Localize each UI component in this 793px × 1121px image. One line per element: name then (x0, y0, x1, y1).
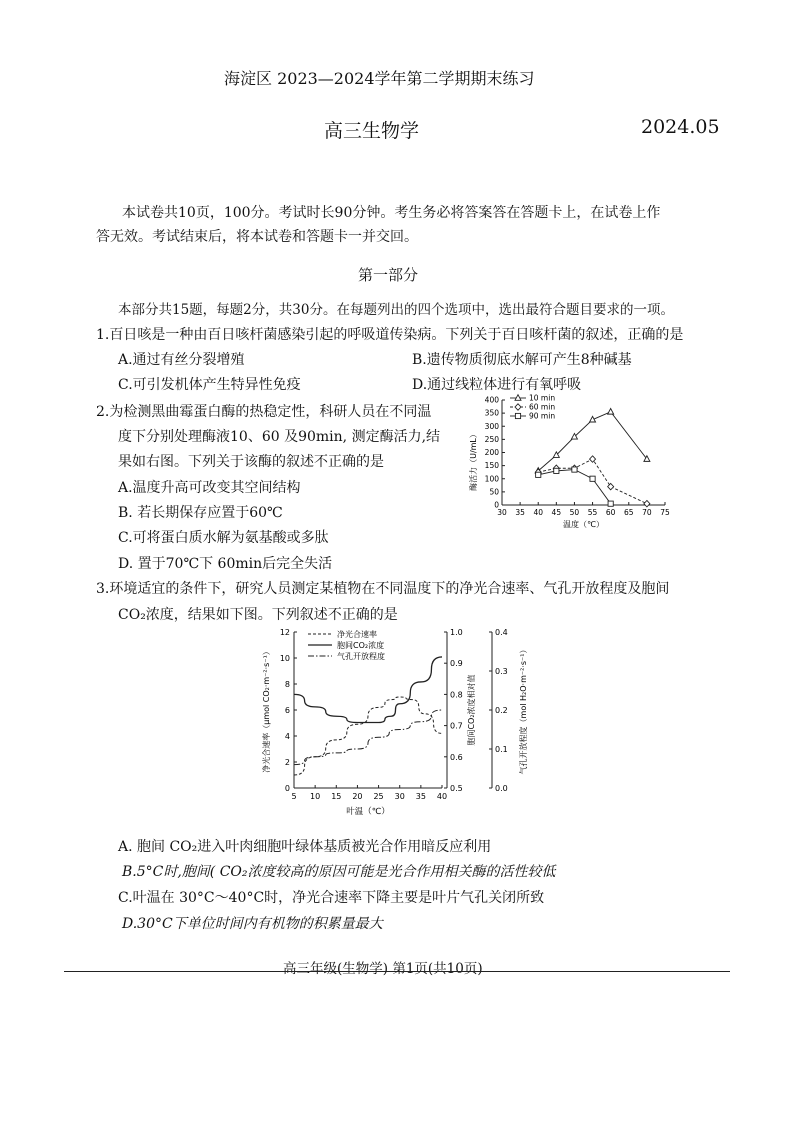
data-point-square (572, 467, 577, 472)
left-y-tick-label: 6 (284, 706, 290, 715)
x-tick-label: 75 (660, 508, 670, 517)
right-y-tick-label: 0.2 (495, 706, 508, 715)
y-tick-label: 350 (484, 408, 499, 418)
mid-y-axis-label: 胞间CO₂浓度相对值 (467, 674, 476, 746)
legend-label: 90 min (529, 411, 556, 421)
x-tick-label: 25 (373, 792, 384, 801)
part-title: 第一部分 (358, 266, 419, 284)
photosynthesis-chart (258, 622, 548, 818)
mid-y-tick-label: 1.0 (450, 628, 463, 637)
q3-option-b: B.5°C时,胞间( CO₂浓度较高的原因可能是光合作用相关酶的活性较低 (122, 864, 556, 880)
enzyme-activity-chart (460, 392, 680, 532)
x-tick-label: 35 (515, 508, 525, 517)
exam-title: 海淀区 2023—2024学年第二学期期末练习 (224, 69, 535, 88)
q1-option-b: B.遗传物质彻底水解可产生8种碱基 (412, 352, 632, 368)
y-tick-label: 0 (494, 500, 499, 510)
series-line-square (538, 470, 610, 504)
legend-label: 60 min (529, 402, 556, 412)
instructions-line-2: 答无效。考试结束后，将本试卷和答题卡一并交回。 (96, 229, 418, 245)
q3-stem-1: 3.环境适宜的条件下，研究人员测定某植物在不同温度下的净光合速率、气孔开放程度及胞间 (96, 581, 670, 597)
x-tick-label: 5 (291, 792, 297, 801)
left-y-axis-label: 净光合速率（μmol CO₂·m⁻²·s⁻¹） (262, 647, 271, 773)
y-tick-label: 400 (484, 395, 499, 405)
instructions-line-1: 本试卷共10页，100分。考试时长90分钟。考生务必将答案答在答题卡上，在试卷上作 (122, 205, 661, 221)
data-point-diamond (608, 483, 614, 489)
q2-option-c: C.可将蛋白质水解为氨基酸或多肽 (118, 530, 329, 546)
right-y-tick-label: 0.0 (495, 784, 508, 793)
right-y-tick-label: 0.1 (495, 745, 508, 754)
data-point-square (554, 468, 559, 473)
exam-subject: 高三生物学 (324, 120, 420, 142)
data-point-square (536, 472, 541, 477)
x-axis-label: 温度（℃） (563, 520, 604, 529)
y-axis-label: 酶活力（U/mL） (469, 430, 478, 491)
legend-label: 净光合速率 (337, 630, 377, 639)
left-y-tick-label: 4 (284, 732, 290, 741)
left-y-tick-label: 8 (284, 680, 290, 689)
q1-stem: 1.百日咳是一种由百日咳杆菌感染引起的呼吸道传染病。下列关于百日咳杆菌的叙述，正确的是 (96, 327, 684, 343)
q2-stem-2: 度下分别处理酶液10、60 及90min, 测定酶活力,结 (118, 429, 441, 445)
right-y-axis-label: 气孔开放程度（mol H₂O·m⁻²·s⁻¹） (519, 645, 528, 775)
x-tick-label: 40 (533, 508, 543, 517)
x-tick-label: 55 (587, 508, 598, 517)
x-tick-label: 45 (551, 508, 562, 517)
x-tick-label: 40 (436, 792, 448, 801)
series-line-left (294, 697, 442, 775)
x-tick-label: 30 (497, 508, 507, 517)
q2-stem-3: 果如右图。下列关于该酶的叙述不正确的是 (118, 454, 384, 470)
y-tick-label: 200 (484, 448, 499, 457)
right-y-tick-label: 0.4 (495, 628, 508, 637)
mid-y-tick-label: 0.8 (450, 690, 463, 700)
x-tick-label: 10 (310, 792, 321, 801)
legend-marker (515, 404, 521, 410)
q3-stem-2: CO₂浓度，结果如下图。下列叙述不正确的是 (118, 607, 398, 623)
q2-option-b: B. 若长期保存应置于60℃ (118, 505, 283, 521)
q3-option-c: C.叶温在 30°C～40°C时，净光合速率下降主要是叶片气孔关闭所致 (118, 890, 545, 906)
x-tick-label: 65 (624, 508, 634, 517)
y-tick-label: 100 (484, 474, 499, 484)
data-point-square (608, 501, 613, 506)
right-y-tick-label: 0.3 (495, 667, 508, 676)
mid-y-tick-label: 0.5 (450, 784, 463, 793)
x-tick-label: 30 (394, 792, 405, 801)
q2-option-d: D. 置于70℃下 60min后完全失活 (118, 556, 333, 572)
footer-divider (64, 971, 730, 972)
q1-option-c: C.可引发机体产生特异性免疫 (118, 377, 301, 393)
q2-stem-1: 2.为检测黑曲霉蛋白酶的热稳定性，科研人员在不同温 (96, 404, 432, 420)
data-point-diamond (590, 456, 596, 462)
left-y-tick-label: 0 (284, 784, 290, 793)
x-tick-label: 20 (352, 792, 363, 801)
legend-label: 胞间CO₂浓度 (337, 641, 385, 650)
y-tick-label: 150 (484, 461, 499, 471)
x-tick-label: 15 (331, 792, 342, 801)
data-point-square (590, 476, 595, 481)
x-tick-label: 70 (642, 508, 652, 517)
data-point-triangle (608, 409, 614, 415)
x-tick-label: 35 (415, 792, 426, 801)
page-footer: 高三年级(生物学) 第1页(共10页) (283, 961, 483, 977)
mid-y-tick-label: 0.9 (450, 659, 463, 669)
legend-label: 10 min (529, 393, 556, 403)
y-tick-label: 50 (489, 487, 499, 497)
left-y-tick-label: 2 (284, 758, 290, 767)
q3-option-d: D.30°C下单位时间内有机物的积累量最大 (122, 916, 383, 932)
x-tick-label: 50 (569, 508, 580, 517)
y-tick-label: 300 (484, 421, 499, 431)
exam-date: 2024.05 (641, 116, 720, 138)
legend-label: 气孔开放程度 (337, 652, 385, 661)
legend-marker (515, 413, 520, 418)
part-intro: 本部分共15题，每题2分，共30分。在每题列出的四个选项中，选出最符合题目要求的一项。 (118, 302, 674, 318)
q2-option-a: A.温度升高可改变其空间结构 (118, 480, 301, 496)
y-tick-label: 250 (484, 434, 499, 444)
q3-option-a: A. 胞间 CO₂进入叶肉细胞叶绿体基质被光合作用暗反应利用 (118, 839, 492, 855)
q1-option-d: D.通过线粒体进行有氧呼吸 (412, 377, 582, 393)
left-y-tick-label: 12 (279, 628, 290, 637)
data-point-diamond (644, 500, 650, 506)
left-y-tick-label: 10 (279, 654, 290, 663)
legend-marker (515, 395, 521, 401)
x-tick-label: 60 (605, 508, 616, 517)
mid-y-tick-label: 0.6 (450, 752, 463, 762)
mid-y-tick-label: 0.7 (450, 721, 463, 731)
x-axis-label: 叶温（℃） (346, 807, 390, 817)
q1-option-a: A.通过有丝分裂增殖 (118, 352, 245, 368)
